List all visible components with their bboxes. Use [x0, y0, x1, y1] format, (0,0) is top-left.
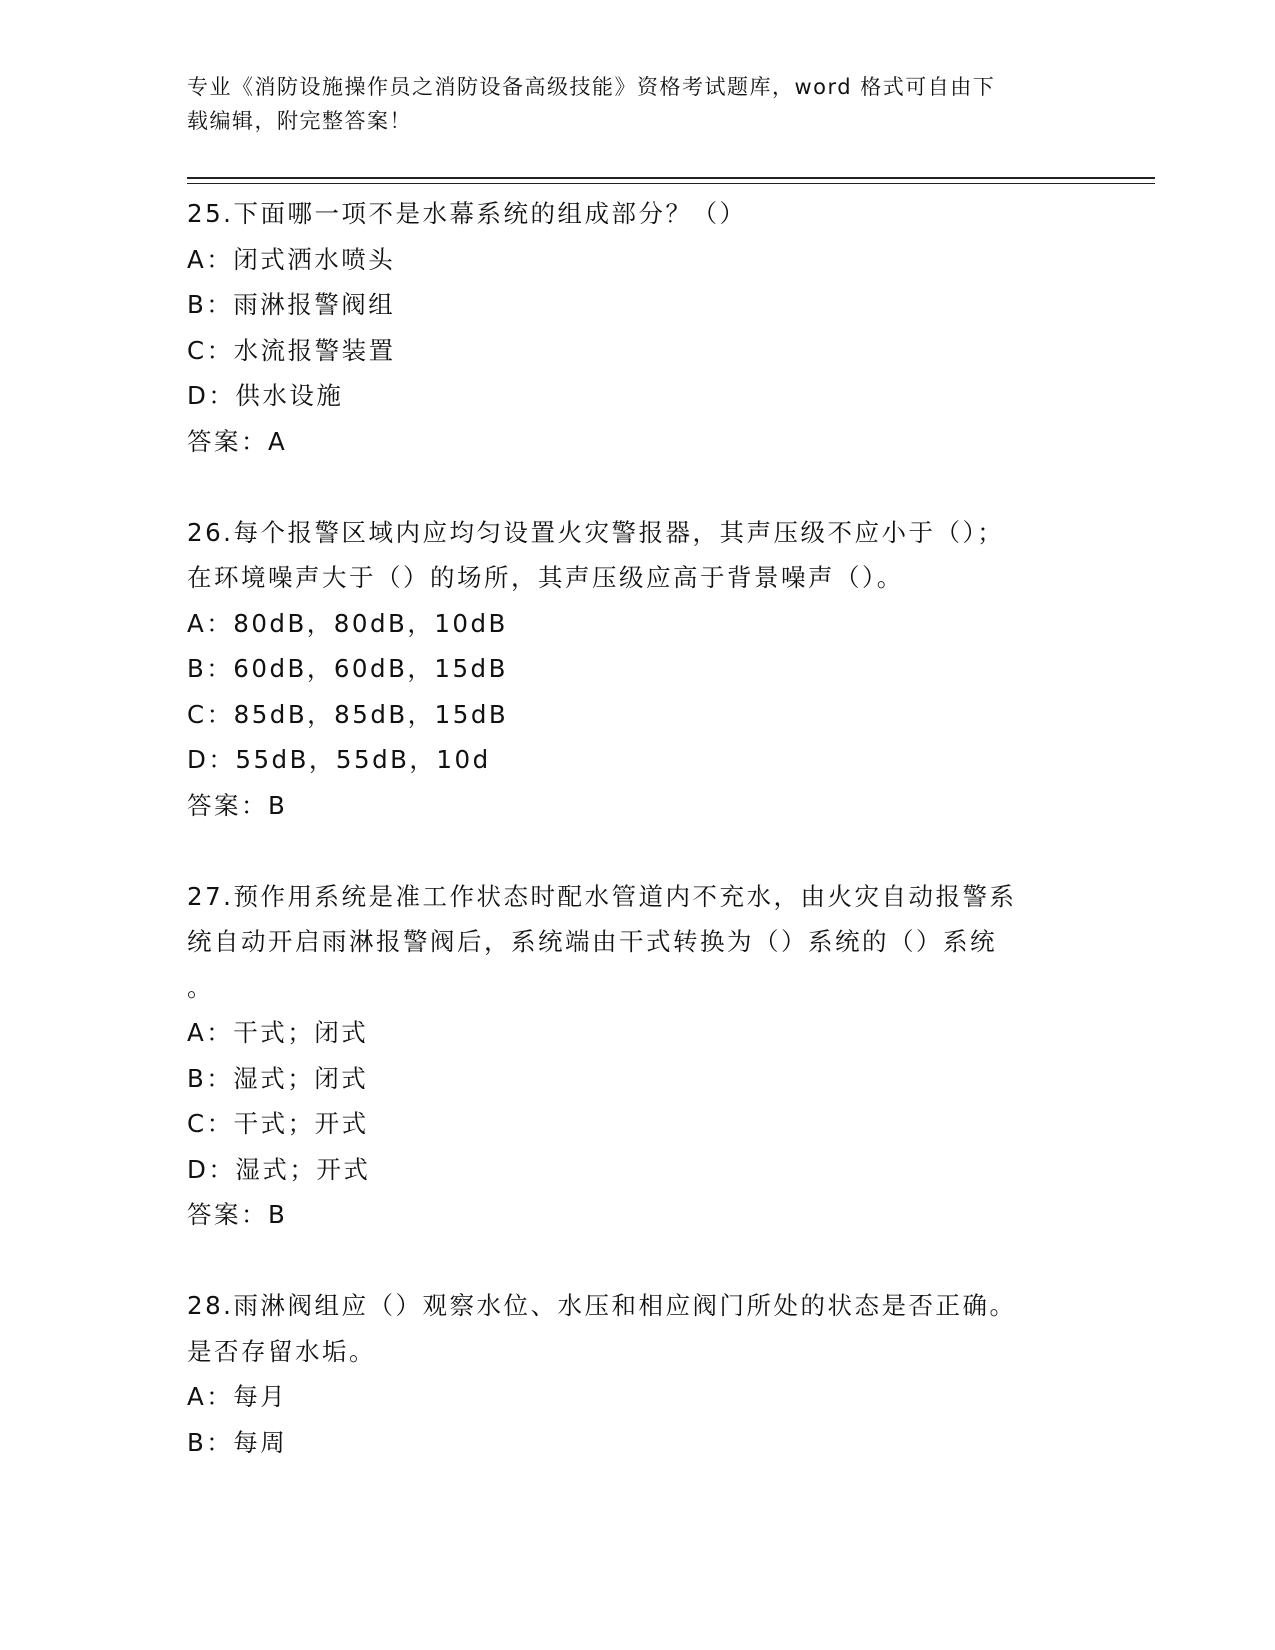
question-stem-line-1: 26.每个报警区域内应均匀设置火灾警报器，其声压级不应小于（）；	[187, 517, 1005, 547]
option-a: A：干式；闭式	[187, 1018, 369, 1047]
question-27	[187, 874, 1087, 1238]
option-b: B：湿式；闭式	[187, 1063, 369, 1093]
question-stem-line-2: 在环境噪声大于（）的场所，其声压级应高于背景噪声（）。	[187, 563, 904, 592]
option-d: D：55dB，55dB，10d	[187, 745, 491, 774]
answer: 答案：A	[187, 426, 288, 456]
option-b: B：每周	[187, 1427, 288, 1457]
question-25	[187, 191, 1087, 464]
question-stem-line-2: 统自动开启雨淋报警阀后，系统端由干式转换为（）系统的（）系统	[187, 927, 997, 956]
question-stem-line-1: 28.雨淋阀组应（）观察水位、水压和相应阀门所处的状态是否正确。	[187, 1291, 1017, 1320]
answer: 答案：B	[187, 790, 288, 820]
header-line-2: 载编辑，附完整答案！	[187, 109, 412, 133]
option-c: C：85dB，85dB，15dB	[187, 699, 509, 729]
question-stem-line-2: 是否存留水垢。	[187, 1336, 376, 1366]
option-a: A：每月	[187, 1382, 288, 1411]
option-a: A：闭式洒水喷头	[187, 244, 396, 274]
option-b: B：雨淋报警阀组	[187, 290, 396, 319]
document-header	[187, 70, 1067, 138]
answer: 答案：B	[187, 1200, 288, 1229]
question-28	[187, 1283, 1087, 1465]
question-stem-line-1: 27.预作用系统是准工作状态时配水管道内不充水，由火灾自动报警系	[187, 881, 1017, 911]
question-stem: 25.下面哪一项不是水幕系统的组成部分？（）	[187, 199, 747, 228]
question-list	[187, 191, 1087, 1465]
option-a: A：80dB，80dB，10dB	[187, 608, 508, 638]
question-26	[187, 510, 1087, 829]
question-stem-line-3: 。	[187, 972, 214, 1002]
spacer	[187, 1238, 1087, 1284]
option-b: B：60dB，60dB，15dB	[187, 654, 508, 683]
option-d: D：湿式；开式	[187, 1154, 371, 1184]
option-c: C：水流报警装置	[187, 335, 396, 365]
spacer	[187, 828, 1087, 874]
header-divider-thin	[187, 183, 1155, 184]
spacer	[187, 464, 1087, 510]
header-divider-thick	[187, 177, 1155, 179]
header-line-1: 专业《消防设施操作员之消防设备高级技能》资格考试题库，word 格式可自由下	[187, 75, 996, 99]
option-c: C：干式；开式	[187, 1109, 369, 1138]
option-d: D：供水设施	[187, 381, 344, 410]
